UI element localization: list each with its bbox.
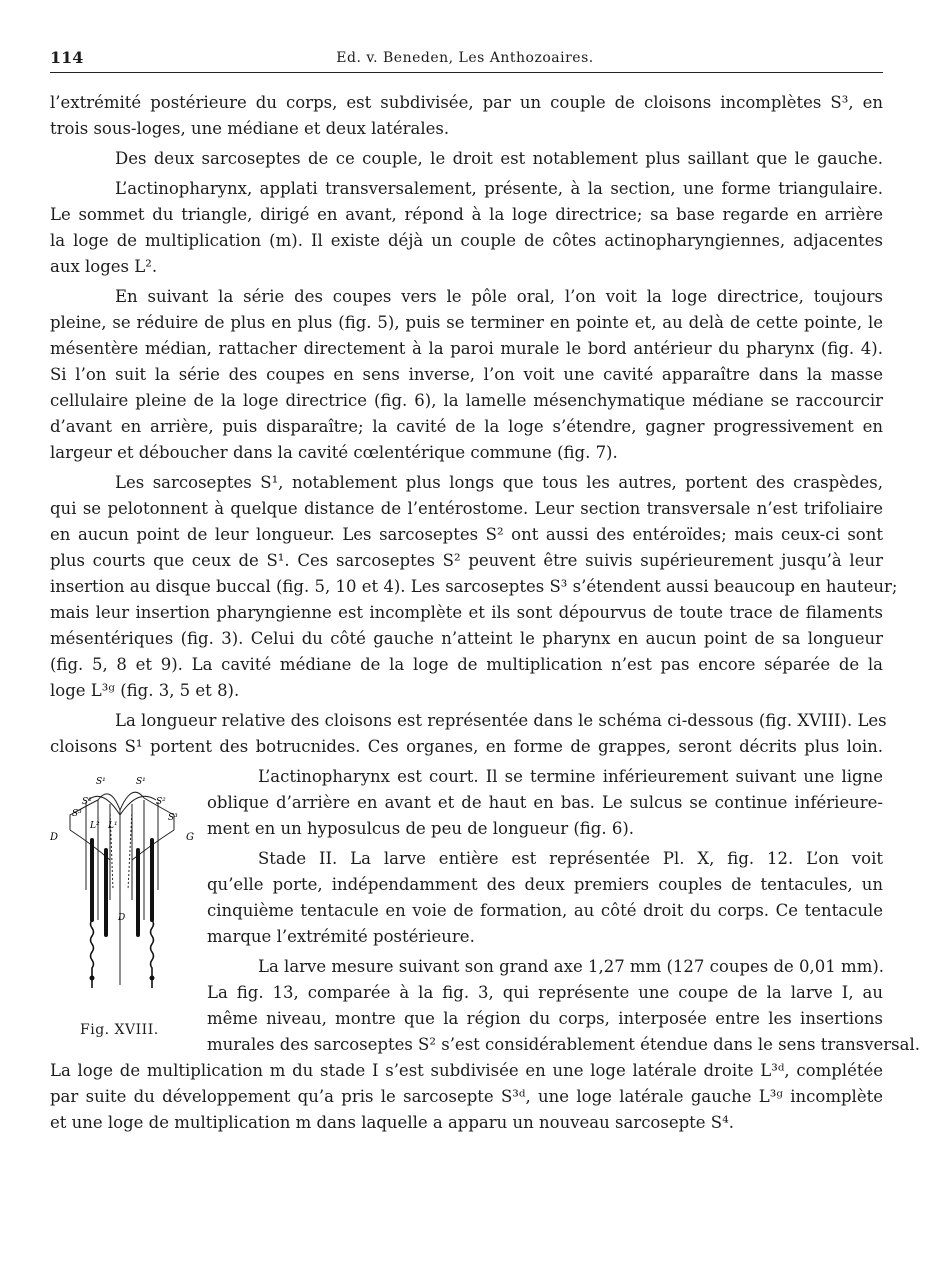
text-line: aux loges L². (50, 257, 158, 276)
text-line: même niveau, montre que la région du corps, interposée entre les insertions (207, 1009, 883, 1028)
text-line: oblique d’arrière en avant et de haut en bas. Le sulcus se continue inférieure- (207, 793, 883, 812)
figure-label: D (118, 913, 126, 923)
figure-label: S² (82, 797, 92, 807)
text-line: insertion au disque buccal (fig. 5, 10 et 4). Les sarcoseptes S³ s’étendent aussi beaucoup en hauteur; (50, 577, 898, 596)
text-line: et une loge de multiplication m dans laquelle a apparu un nouveau sarcosepte S⁴. (50, 1113, 734, 1132)
figure-label: L² (90, 821, 100, 831)
text-line: en aucun point de leur longueur. Les sarcoseptes S² ont aussi des entéroïdes; mais ceux-ci sont (50, 525, 883, 544)
text-line: Stade II. La larve entière est représentée Pl. X, fig. 12. L’on voit (258, 849, 883, 868)
text-line: La loge de multiplication m du stade I s’est subdivisée en une loge latérale droite L³ᵈ, complétée (50, 1061, 883, 1080)
text-line: L’actinopharynx est court. Il se termine inférieurement suivant une ligne (258, 767, 883, 786)
figure-label: S¹ (96, 777, 106, 787)
figure-label: D (50, 832, 59, 843)
text-line: qui se pelotonnent à quelque distance de l’entérostome. Leur section transversale n’est trifoliaire (50, 499, 883, 518)
text-line: cellulaire pleine de la loge directrice (fig. 6), la lamelle mésenchymatique médiane se raccourcir (50, 391, 883, 410)
text-line: l’extrémité postérieure du corps, est subdivisée, par un couple de cloisons incomplètes S³, en (50, 93, 883, 112)
figure-label: S¹ (136, 777, 146, 787)
text-line: En suivant la série des coupes vers le pôle oral, l’on voit la loge directrice, toujours (115, 287, 883, 306)
text-line: cinquième tentacule en voie de formation, au côté droit du corps. Ce tentacule (207, 901, 883, 920)
text-line: (fig. 5, 8 et 9). La cavité médiane de la loge de multiplication n’est pas encore séparée de la (50, 655, 883, 674)
figure-label: S³ (168, 813, 178, 823)
text-line: trois sous-loges, une médiane et deux latérales. (50, 119, 450, 138)
text-line: La larve mesure suivant son grand axe 1,27 mm (127 coupes de 0,01 mm). (258, 957, 885, 976)
text-line: Le sommet du triangle, dirigé en avant, répond à la loge directrice; sa base regarde en arrière (50, 205, 883, 224)
text-line: pleine, se réduire de plus en plus (fig. 5), puis se terminer en pointe et, au delà de cette pointe, le (50, 313, 883, 332)
text-line: murales des sarcoseptes S² s’est considérablement étendue dans le sens transversal. (207, 1035, 920, 1054)
text-line: mésentère médian, rattacher directement à la paroi murale le bord antérieur du pharynx (fig. 4). (50, 339, 883, 358)
text-line: largeur et déboucher dans la cavité cœlentérique commune (fig. 7). (50, 443, 618, 462)
septa-schema-figure (48, 770, 198, 1020)
text-line: la loge de multiplication (m). Il existe déjà un couple de côtes actinopharyngiennes, adjacentes (50, 231, 883, 250)
text-line: d’avant en arrière, puis disparaître; la cavité de la loge s’étendre, gagner progressivement en (50, 417, 883, 436)
figure-label: S² (156, 797, 166, 807)
text-line: marque l’extrémité postérieure. (207, 927, 475, 946)
text-line: ment en un hyposulcus de peu de longueur (fig. 6). (207, 819, 635, 838)
figure-caption: Fig. XVIII. (80, 1022, 159, 1038)
text-line: cloisons S¹ portent des botrucnides. Ces organes, en forme de grappes, seront décrits plus loin. (50, 737, 883, 756)
text-line: mais leur insertion pharyngienne est incomplète et ils sont dépourvus de toute trace de filaments (50, 603, 883, 622)
figure-label: L¹ (108, 821, 118, 831)
text-line: La fig. 13, comparée à la fig. 3, qui représente une coupe de la larve I, au (207, 983, 883, 1002)
running-title: Ed. v. Beneden, Les Anthozoaires. (336, 50, 594, 66)
text-line: par suite du développement qu’a pris le sarcosepte S³ᵈ, une loge latérale gauche L³ᵍ incomplète (50, 1087, 883, 1106)
text-line: L’actinopharynx, applati transversalement, présente, à la section, une forme triangulaire. (115, 179, 883, 198)
text-line: Des deux sarcoseptes de ce couple, le droit est notablement plus saillant que le gauche. (115, 149, 883, 168)
text-line: mésentériques (fig. 3). Celui du côté gauche n’atteint le pharynx en aucun point de sa longueur (50, 629, 883, 648)
figure-label: S³ (72, 809, 82, 819)
text-line: loge L³ᵍ (fig. 3, 5 et 8). (50, 681, 240, 700)
text-line: Les sarcoseptes S¹, notablement plus longs que tous les autres, portent des craspèdes, (115, 473, 883, 492)
text-line: Si l’on suit la série des coupes en sens inverse, l’on voit une cavité apparaître dans la masse (50, 365, 883, 384)
text-line: plus courts que ceux de S¹. Ces sarcoseptes S² peuvent être suivis supérieurement jusqu’à leur (50, 551, 883, 570)
header-rule (50, 72, 883, 73)
figure-label: G (186, 832, 194, 843)
page-number: 114 (50, 48, 84, 67)
text-line: qu’elle porte, indépendamment des deux premiers couples de tentacules, un (207, 875, 883, 894)
text-line: La longueur relative des cloisons est représentée dans le schéma ci-dessous (fig. XVIII). Les (115, 711, 887, 730)
